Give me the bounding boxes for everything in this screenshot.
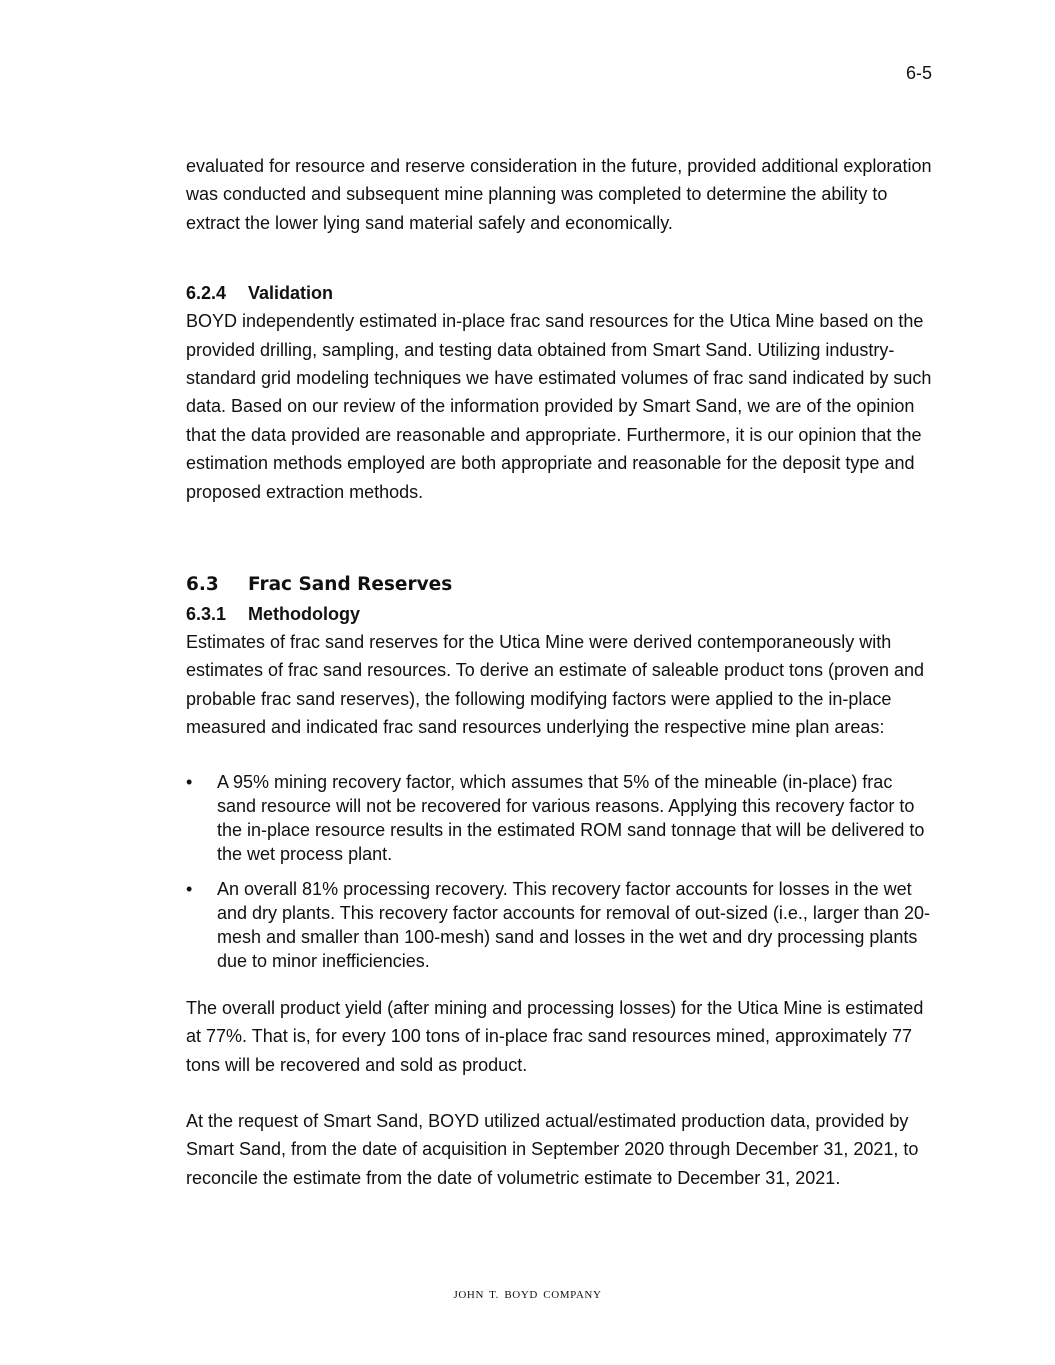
reserves-section-title: Frac Sand Reserves <box>248 574 453 596</box>
list-item <box>186 770 936 866</box>
footer-company-name: JOHN T. BOYD COMPANY <box>453 1289 602 1301</box>
validation-paragraph: BOYD independently estimated in-place frac sand resources for the Utica Mine based on the provided drilling, sampling, and testing data obtained from Smart Sand. Utilizing industry-standard grid modeling techniques we have estimated volumes of frac sand indicated by such data. Based on our review of the information provided by Smart Sand, we are of the opinion that the data provided are reasonable and appropriate. Furthermore, it is our opinion that the estimation methods employed are both appropriate and reasonable for the deposit type and proposed extraction methods. <box>186 311 932 502</box>
list-item <box>186 877 936 973</box>
bullet-icon: • <box>186 878 193 899</box>
methodology-heading <box>186 600 936 628</box>
yield-paragraph: The overall product yield (after mining and processing losses) for the Utica Mine is estimated at 77%. That is, for every 100 tons of in-place frac sand resources mined, approximately 77 tons will be recovered and sold as product. <box>186 997 924 1075</box>
validation-heading-title: Validation <box>248 283 334 304</box>
document-body <box>186 152 936 1192</box>
list-item-text: A 95% mining recovery factor, which assumes that 5% of the mineable (in-place) frac sand resource will not be recovered for various reasons. Applying this recovery factor to the in-place resource results in the estimated ROM sand tonnage that will be delivered to the wet process plant. <box>217 771 925 864</box>
modifying-factors-list <box>186 770 936 973</box>
reserves-section-number: 6.3 <box>186 574 219 596</box>
validation-heading <box>186 279 936 307</box>
methodology-heading-number: 6.3.1 <box>186 604 227 625</box>
list-item-text: An overall 81% processing recovery. This recovery factor accounts for losses in the wet and dry plants. This recovery factor accounts for removal of out-sized (i.e., larger than 20-mesh and smaller than 100-mesh) sand and losses in the wet and dry processing plants due to minor inefficiencies. <box>217 878 930 971</box>
validation-heading-number: 6.2.4 <box>186 283 227 304</box>
bullet-icon: • <box>186 771 193 792</box>
methodology-paragraph: Estimates of frac sand reserves for the Utica Mine were derived contemporaneously with estimates of frac sand resources. To derive an estimate of saleable product tons (proven and probable frac sand reserves), the following modifying factors were applied to the in-place measured and indicated frac sand resources underlying the respective mine plan areas: <box>186 632 925 738</box>
page-number: 6-5 <box>905 63 932 83</box>
intro-paragraph: evaluated for resource and reserve consideration in the future, provided additional exploration was conducted and subsequent mine planning was completed to determine the ability to extract the lower lying sand material safely and economically. <box>186 156 932 233</box>
reconcile-paragraph: At the request of Smart Sand, BOYD utilized actual/estimated production data, provided by Smart Sand, from the date of acquisition in September 2020 through December 31, 2021, to reconcile the estimate from the date of volumetric estimate to December 31, 2021. <box>186 1110 919 1188</box>
methodology-heading-title: Methodology <box>248 604 360 625</box>
reserves-section-heading <box>186 570 936 600</box>
